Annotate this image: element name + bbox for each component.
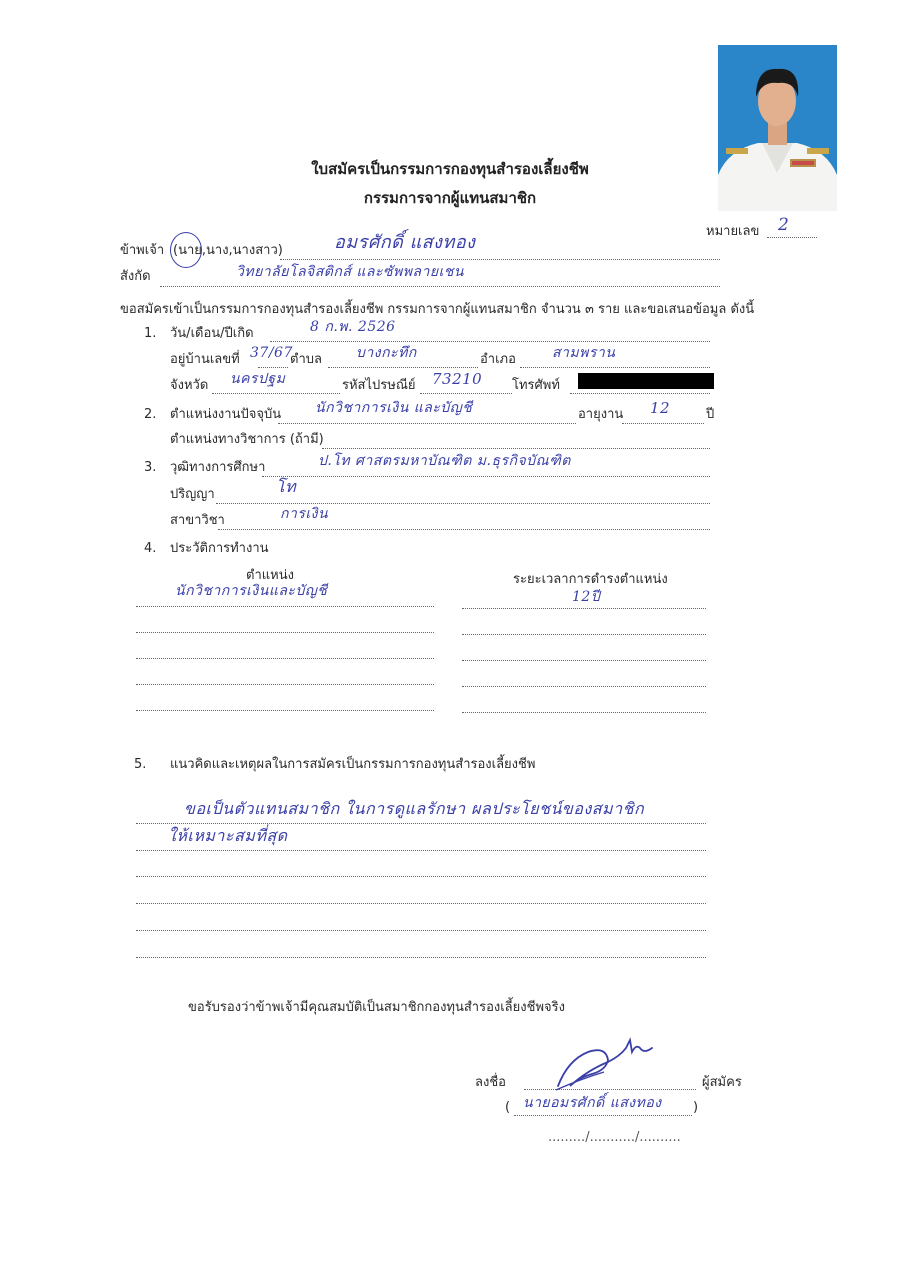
tambon-label: ตำบล bbox=[290, 352, 322, 367]
province-value: นครปฐม bbox=[230, 371, 286, 387]
history-line bbox=[462, 660, 706, 661]
tambon-line bbox=[328, 367, 478, 368]
academic-label: ตำแหน่งทางวิชาการ (ถ้ามี) bbox=[170, 432, 324, 447]
col-duration-header: ระยะเวลาการดำรงตำแหน่ง bbox=[513, 572, 668, 587]
reason-line1: ขอเป็นตัวแทนสมาชิก ในการดูแลรักษา ผลประโยชน์ของสมาชิก bbox=[184, 799, 645, 818]
reason-line bbox=[136, 876, 706, 877]
amphoe-line bbox=[520, 367, 710, 368]
house-line bbox=[258, 367, 288, 368]
postal-line bbox=[420, 393, 512, 394]
education-line bbox=[262, 476, 710, 477]
dob-line bbox=[270, 341, 710, 342]
applicant-photo bbox=[718, 45, 837, 211]
phone-label: โทรศัพท์ bbox=[512, 378, 560, 393]
applicant-name-value: อมรศักดิ์ แสงทอง bbox=[334, 232, 476, 253]
section1-number: 1. bbox=[144, 326, 157, 341]
reason-line bbox=[136, 850, 706, 851]
degree-value: โท bbox=[276, 477, 297, 496]
tenure-unit: ปี bbox=[706, 407, 715, 422]
form-title: ใบสมัครเป็นกรรมการกองทุนสำรองเลี้ยงชีพ bbox=[311, 160, 589, 178]
postal-value: 73210 bbox=[432, 370, 483, 388]
degree-line bbox=[216, 503, 710, 504]
reason-label: แนวคิดและเหตุผลในการสมัครเป็นกรรมการกองทุนสำรองเลี้ยงชีพ bbox=[170, 757, 536, 772]
house-label: อยู่บ้านเลขที่ bbox=[170, 352, 240, 367]
section4-number: 4. bbox=[144, 541, 157, 556]
printed-name-value: นายอมรศักดิ์ แสงทอง bbox=[523, 1095, 662, 1111]
number-label: หมายเลข bbox=[706, 224, 760, 239]
history-line bbox=[136, 710, 434, 711]
work-history-label: ประวัติการทำงาน bbox=[170, 541, 269, 556]
signature-mark bbox=[548, 1030, 668, 1094]
section3-number: 3. bbox=[144, 460, 157, 475]
person-photo-icon bbox=[718, 45, 837, 211]
reason-line2: ให้เหมาะสมที่สุด bbox=[168, 826, 288, 845]
history-line bbox=[462, 712, 706, 713]
tambon-value: บางกะทึก bbox=[356, 345, 417, 361]
education-value: ป.โท ศาสตรมหาบัณฑิต ม.ธุรกิจบัณฑิต bbox=[318, 453, 571, 469]
intro-text: ขอสมัครเข้าเป็นกรรมการกองทุนสำรองเลี้ยงชีพ กรรมการจากผู้แทนสมาชิก จำนวน ๓ ราย และขอเสนอข้อมูล ดังนี้ bbox=[120, 302, 755, 317]
history-line bbox=[462, 608, 706, 609]
form-subtitle: กรรมการจากผู้แทนสมาชิก bbox=[363, 189, 537, 207]
position-label: ตำแหน่งงานปัจจุบัน bbox=[170, 407, 282, 422]
paren-open: ( bbox=[505, 1100, 511, 1115]
title-options: (นาย,นาง,นางสาว) bbox=[173, 243, 283, 258]
affiliation-line bbox=[160, 286, 720, 287]
tenure-value: 12 bbox=[650, 399, 671, 417]
number-value: 2 bbox=[778, 215, 790, 235]
province-line bbox=[212, 393, 340, 394]
name-line bbox=[280, 259, 720, 260]
history-row1-position: นักวิชาการเงินและบัญชี bbox=[175, 583, 328, 599]
affiliation-value: วิทยาลัยโลจิสติกส์ และซัพพลายเชน bbox=[236, 264, 464, 280]
history-line bbox=[462, 634, 706, 635]
house-value: 37/67 bbox=[250, 345, 293, 361]
history-line bbox=[136, 684, 434, 685]
history-line bbox=[136, 658, 434, 659]
postal-label: รหัสไปรษณีย์ bbox=[342, 378, 416, 393]
section2-number: 2. bbox=[144, 407, 157, 422]
major-line bbox=[218, 529, 710, 530]
redaction-bar bbox=[578, 373, 714, 389]
major-label: สาขาวิชา bbox=[170, 513, 225, 528]
position-line bbox=[278, 423, 576, 424]
dob-label: วัน/เดือน/ปีเกิด bbox=[170, 326, 254, 341]
reason-line bbox=[136, 957, 706, 958]
paren-close: ) bbox=[693, 1100, 699, 1115]
section5-number: 5. bbox=[134, 757, 147, 772]
sign-label: ลงชื่อ bbox=[475, 1075, 506, 1090]
reason-line bbox=[136, 903, 706, 904]
degree-label: ปริญญา bbox=[170, 487, 215, 502]
title-selection-circle bbox=[170, 232, 202, 268]
reason-line bbox=[136, 823, 706, 824]
education-label: วุฒิทางการศึกษา bbox=[170, 460, 266, 475]
col-position-header: ตำแหน่ง bbox=[246, 568, 294, 583]
tenure-label: อายุงาน bbox=[578, 407, 624, 422]
history-line bbox=[136, 632, 434, 633]
major-value: การเงิน bbox=[280, 506, 329, 522]
reason-line bbox=[136, 930, 706, 931]
printed-name-line bbox=[514, 1115, 692, 1116]
history-row1-duration: 12ปี bbox=[572, 589, 601, 605]
tenure-line bbox=[622, 423, 704, 424]
amphoe-value: สามพราน bbox=[552, 345, 616, 361]
number-line bbox=[767, 237, 817, 238]
certify-text: ขอรับรองว่าข้าพเจ้ามีคุณสมบัติเป็นสมาชิกกองทุนสำรองเลี้ยงชีพจริง bbox=[188, 1000, 565, 1015]
province-label: จังหวัด bbox=[170, 378, 209, 393]
applicant-prefix-label: ข้าพเจ้า bbox=[120, 243, 165, 258]
affiliation-label: สังกัด bbox=[120, 269, 151, 284]
phone-line bbox=[570, 393, 710, 394]
position-value: นักวิชาการเงิน และบัญชี bbox=[315, 400, 473, 416]
applicant-role-label: ผู้สมัคร bbox=[702, 1075, 742, 1090]
history-line bbox=[462, 686, 706, 687]
amphoe-label: อำเภอ bbox=[480, 352, 516, 367]
date-template: ........./.........../.......... bbox=[548, 1130, 681, 1145]
history-line bbox=[136, 606, 434, 607]
dob-value: 8 ก.พ. 2526 bbox=[310, 319, 396, 335]
academic-line bbox=[322, 448, 710, 449]
